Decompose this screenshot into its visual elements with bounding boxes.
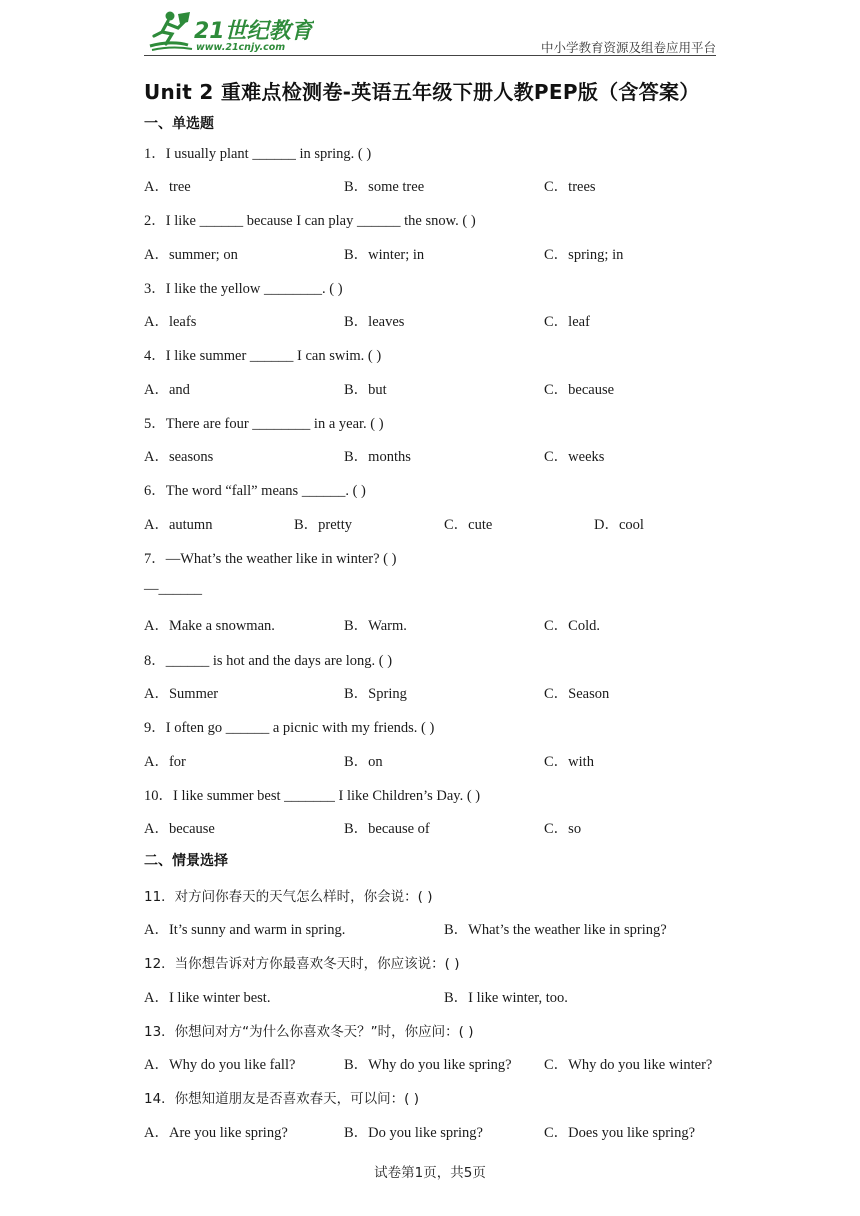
question-stem: 4．I like summer ______ I can swim. ( ): [144, 348, 382, 364]
answer-option: A．I like winter best.: [144, 990, 271, 1006]
answer-option: B．Why do you like spring?: [344, 1057, 512, 1073]
answer-option: B．some tree: [344, 179, 425, 195]
question-stem: 14．你想知道朋友是否喜欢春天，可以问：( ): [144, 1091, 420, 1107]
answer-option: C．Season: [544, 686, 610, 702]
page-title: Unit 2 重难点检测卷-英语五年级下册人教PEP版（含答案）: [144, 80, 700, 104]
platform-name: 中小学教育资源及组卷应用平台: [540, 40, 716, 55]
question-stem: 12．当你想告诉对方你最喜欢冬天时，你应该说：( ): [144, 956, 460, 972]
answer-option: C．Does you like spring?: [544, 1125, 696, 1141]
question-stem: 7．—What’s the weather like in winter? ( ): [144, 551, 397, 567]
answer-option: A．leafs: [144, 314, 197, 330]
answer-option: C．with: [544, 754, 594, 770]
question-stem: 9．I often go ______ a picnic with my friends. ( ): [144, 720, 435, 736]
answer-option: B．winter; in: [344, 247, 425, 263]
page-header: [144, 8, 716, 56]
answer-option: B．because of: [344, 821, 430, 837]
logo-text: 21世纪教育: [194, 19, 313, 44]
answer-option: C．Why do you like winter?: [544, 1057, 713, 1073]
answer-option: B．Do you like spring?: [344, 1125, 483, 1141]
question-stem: 6．The word “fall” means ______. ( ): [144, 483, 366, 499]
answer-option: B．Spring: [344, 686, 407, 702]
answer-option: B．pretty: [294, 517, 352, 533]
answer-option: B．leaves: [344, 314, 405, 330]
question-stem: 3．I like the yellow ________. ( ): [144, 281, 343, 297]
answer-option: A．tree: [144, 179, 191, 195]
answer-option: C．leaf: [544, 314, 590, 330]
answer-option: C．trees: [544, 179, 596, 195]
answer-option: C．weeks: [544, 449, 605, 465]
question-stem: 11．对方问你春天的天气怎么样时，你会说：( ): [144, 889, 433, 905]
answer-option: A．summer; on: [144, 247, 238, 263]
answer-option: C．cute: [444, 517, 493, 533]
question-stem: 13．你想问对方“为什么你喜欢冬天？”时，你应问：( ): [144, 1024, 474, 1040]
answer-option: B．What’s the weather like in spring?: [444, 922, 667, 938]
answer-option: A．and: [144, 382, 190, 398]
page-footer: 试卷第1页，共5页: [374, 1165, 486, 1181]
answer-line: —______: [144, 581, 202, 597]
question-stem: 1．I usually plant ______ in spring. ( ): [144, 146, 372, 162]
answer-option: A．Are you like spring?: [144, 1125, 288, 1141]
question-stem: 2．I like ______ because I can play ______ the snow. ( ): [144, 213, 476, 229]
answer-option: A．because: [144, 821, 215, 837]
section-heading: 二、情景选择: [144, 853, 228, 869]
answer-option: A．for: [144, 754, 186, 770]
answer-option: B．on: [344, 754, 383, 770]
answer-option: B．months: [344, 449, 411, 465]
header-divider: [144, 55, 716, 56]
answer-option: C．spring; in: [544, 247, 624, 263]
section-heading: 一、单选题: [144, 116, 214, 132]
answer-option: A．seasons: [144, 449, 214, 465]
answer-option: B．Warm.: [344, 618, 407, 634]
answer-option: B．I like winter, too.: [444, 990, 568, 1006]
question-stem: 10．I like summer best _______ I like Children’s Day. ( ): [144, 788, 481, 804]
answer-option: A．It’s sunny and warm in spring.: [144, 922, 346, 938]
answer-option: C．Cold.: [544, 618, 600, 634]
21cnjy-logo: [144, 8, 314, 54]
question-stem: 5．There are four ________ in a year. ( ): [144, 416, 384, 432]
answer-option: A．Why do you like fall?: [144, 1057, 296, 1073]
answer-option: A．Summer: [144, 686, 219, 702]
answer-option: C．so: [544, 821, 582, 837]
answer-option: B．but: [344, 382, 387, 398]
logo-url: www.21cnjy.com: [196, 42, 286, 53]
answer-option: A．autumn: [144, 517, 213, 533]
answer-option: A．Make a snowman.: [144, 618, 275, 634]
answer-option: D．cool: [594, 517, 644, 533]
question-stem: 8．______ is hot and the days are long. ( ): [144, 653, 393, 669]
answer-option: C．because: [544, 382, 615, 398]
